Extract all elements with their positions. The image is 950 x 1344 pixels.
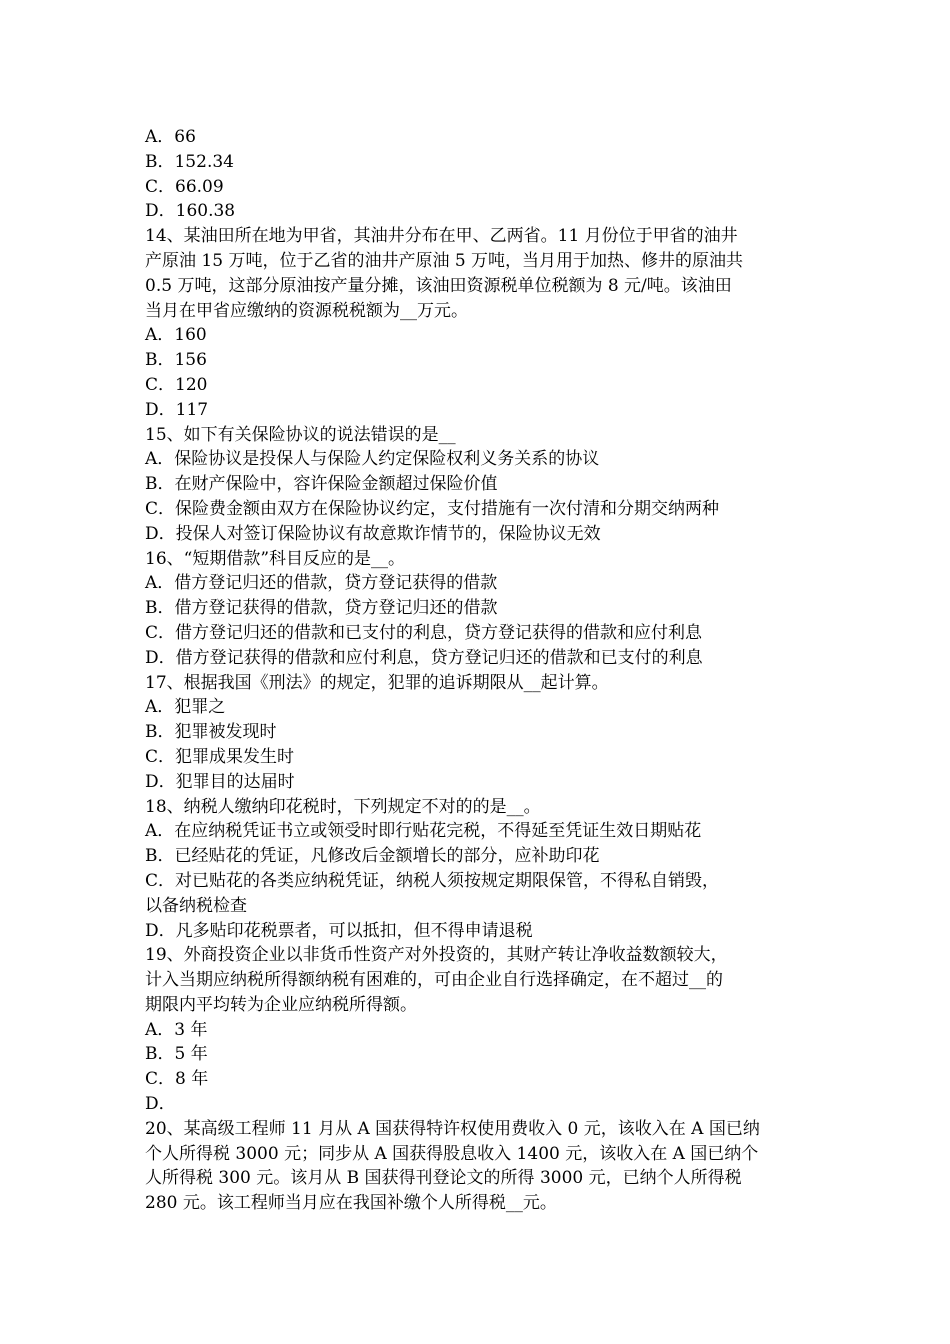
- text-line: C．对已贴花的各类应纳税凭证，纳税人须按规定期限保管，不得私自销毁，: [145, 870, 720, 891]
- text-line: D．160.38: [145, 201, 236, 222]
- text-line: A．66: [145, 127, 196, 147]
- text-line: 280 元。该工程师当月应在我国补缴个人所得税__元。: [145, 1193, 557, 1214]
- text-line: C．120: [145, 374, 208, 395]
- text-line: D．凡多贴印花税票者，可以抵扣，但不得申请退税: [145, 920, 533, 941]
- text-line: 期限内平均转为企业应纳税所得额。: [145, 994, 417, 1015]
- text-line: B．在财产保险中，容许保险金额超过保险价值: [145, 474, 498, 495]
- text-line: C．借方登记归还的借款和已支付的利息，贷方登记获得的借款和应付利息: [145, 622, 703, 643]
- text-line: D．: [145, 1094, 176, 1115]
- text-line: A．借方登记归还的借款，贷方登记获得的借款: [145, 573, 498, 594]
- text-line: D．117: [145, 399, 209, 420]
- text-line: 人所得税 300 元。该月从 B 国获得刊登论文的所得 3000 元，已纳个人所得税: [145, 1168, 742, 1189]
- text-line: B．借方登记获得的借款，贷方登记归还的借款: [145, 598, 498, 619]
- text-line: A．保险协议是投保人与保险人约定保险权利义务关系的协议: [145, 449, 600, 470]
- document-page: [145, 125, 813, 1216]
- text-line: A．在应纳税凭证书立或领受时即行贴花完税，不得延至凭证生效日期贴花: [145, 821, 702, 842]
- text-line: 个人所得税 3000 元；同步从 A 国获得股息收入 1400 元，该收入在 A 国已纳个: [145, 1143, 759, 1164]
- text-line: 16、“短期借款”科目反应的是__。: [145, 548, 406, 569]
- text-line: D．犯罪目的达届时: [145, 771, 295, 792]
- text-line: 0.5 万吨，这部分原油按产量分摊，该油田资源税单位税额为 8 元/吨。该油田: [145, 275, 732, 296]
- text-line: A．160: [145, 325, 207, 346]
- text-line: C．8 年: [145, 1069, 209, 1090]
- text-line: B．犯罪被发现时: [145, 722, 277, 743]
- text-line: 产原油 15 万吨，位于乙省的油井产原油 5 万吨，当月用于加热、修井的原油共: [145, 250, 744, 271]
- text-line: 当月在甲省应缴纳的资源税税额为__万元。: [145, 300, 468, 321]
- text-line: 20、某高级工程师 11 月从 A 国获得特许权使用费收入 0 元，该收入在 A 国已纳: [145, 1118, 760, 1139]
- text-line: 19、外商投资企业以非货币性资产对外投资的，其财产转让净收益数额较大，: [145, 945, 728, 966]
- text-line: A．3 年: [145, 1019, 208, 1040]
- text-line: 18、纳税人缴纳印花税时，下列规定不对的的是__。: [145, 796, 541, 817]
- text-line: B．156: [145, 350, 207, 371]
- text-line: 17、根据我国《刑法》的规定，犯罪的追诉期限从__起计算。: [145, 672, 609, 693]
- text-line: B．5 年: [145, 1044, 208, 1065]
- text-line: B．已经贴花的凭证，凡修改后金额增长的部分，应补助印花: [145, 846, 600, 867]
- text-line: C．犯罪成果发生时: [145, 746, 295, 767]
- text-line: D．投保人对签订保险协议有故意欺诈情节的，保险协议无效: [145, 523, 601, 544]
- text-line: 计入当期应纳税所得额纳税有困难的，可由企业自行选择确定，在不超过__的: [145, 970, 723, 991]
- text-line: 14、某油田所在地为甲省，其油井分布在甲、乙两省。11 月份位于甲省的油井: [145, 226, 738, 247]
- text-line: C．66.09: [145, 176, 224, 197]
- text-line: C．保险费金额由双方在保险协议约定，支付措施有一次付清和分期交纳两种: [145, 498, 720, 519]
- text-line: B．152.34: [145, 151, 234, 172]
- text-line: 15、如下有关保险协议的说法错误的是__: [145, 424, 456, 445]
- text-line: A．犯罪之: [145, 697, 226, 718]
- text-line: D．借方登记获得的借款和应付利息，贷方登记归还的借款和已支付的利息: [145, 647, 703, 668]
- text-line: 以备纳税检查: [145, 895, 247, 916]
